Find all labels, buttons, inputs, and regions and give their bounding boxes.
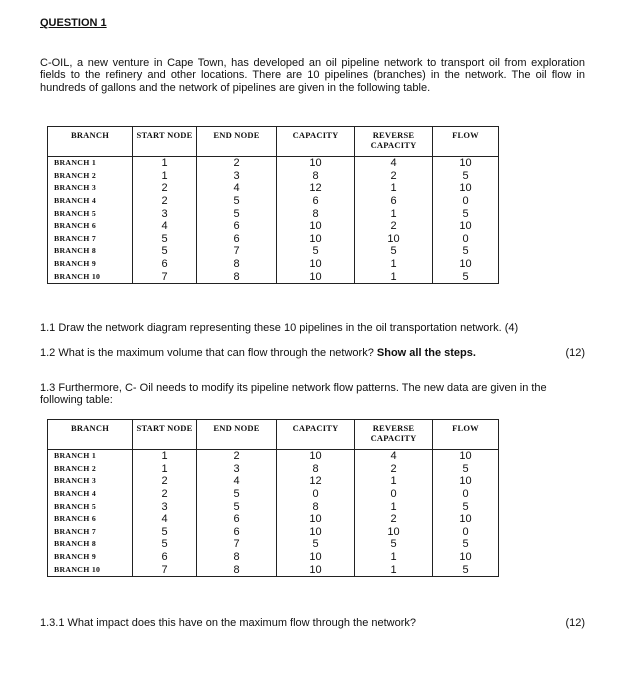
cell-flow: 10 [433, 450, 499, 463]
col-header-reverse-capacity: REVERSE CAPACITY [355, 420, 433, 450]
cell-start-node: 3 [133, 500, 197, 513]
table-row [48, 258, 499, 271]
table-row [48, 157, 499, 170]
cell-reverse-capacity: 1 [355, 258, 433, 271]
cell-reverse-capacity: 5 [355, 245, 433, 258]
cell-capacity: 12 [277, 182, 355, 195]
cell-start-node: 4 [133, 513, 197, 526]
cell-flow: 0 [433, 233, 499, 246]
cell-capacity: 6 [277, 195, 355, 208]
cell-flow: 0 [433, 195, 499, 208]
cell-flow: 0 [433, 526, 499, 539]
table-row [48, 450, 499, 463]
question-1-2 [40, 347, 585, 359]
cell-start-node: 1 [133, 170, 197, 183]
cell-flow: 5 [433, 463, 499, 476]
cell-capacity: 0 [277, 488, 355, 501]
cell-end-node: 2 [197, 450, 277, 463]
cell-branch: BRANCH 8 [48, 245, 133, 258]
cell-flow: 10 [433, 220, 499, 233]
cell-capacity: 10 [277, 551, 355, 564]
table-row [48, 463, 499, 476]
cell-end-node: 4 [197, 182, 277, 195]
table-row [48, 538, 499, 551]
cell-capacity: 10 [277, 220, 355, 233]
cell-branch: BRANCH 9 [48, 551, 133, 564]
cell-branch: BRANCH 4 [48, 488, 133, 501]
table-row [48, 475, 499, 488]
table-header-row [48, 127, 499, 157]
cell-flow: 10 [433, 513, 499, 526]
cell-capacity: 8 [277, 500, 355, 513]
cell-end-node: 8 [197, 258, 277, 271]
cell-flow: 5 [433, 170, 499, 183]
cell-capacity: 10 [277, 563, 355, 576]
cell-flow: 5 [433, 245, 499, 258]
cell-start-node: 4 [133, 220, 197, 233]
cell-flow: 5 [433, 207, 499, 220]
cell-flow: 5 [433, 538, 499, 551]
cell-reverse-capacity: 0 [355, 488, 433, 501]
cell-branch: BRANCH 5 [48, 500, 133, 513]
cell-end-node: 5 [197, 195, 277, 208]
cell-flow: 5 [433, 563, 499, 576]
cell-flow: 10 [433, 258, 499, 271]
table-row [48, 526, 499, 539]
col-header-branch: BRANCH [48, 420, 133, 450]
cell-end-node: 4 [197, 475, 277, 488]
cell-branch: BRANCH 1 [48, 157, 133, 170]
table-row [48, 207, 499, 220]
question-1-1-marks: (4) [504, 322, 519, 334]
cell-end-node: 7 [197, 245, 277, 258]
intro-paragraph: C-OIL, a new venture in Cape Town, has developed an oil pipeline network to transport oil from exploration fields to the refinery and other locations. There are 10 pipelines (branches) in the network. The oil flow in hundreds of gallons and the network of pipelines are given in the following table. [40, 57, 585, 94]
cell-start-node: 2 [133, 182, 197, 195]
cell-start-node: 5 [133, 233, 197, 246]
pipeline-table-2 [47, 419, 499, 577]
question-1-3-1-marks: (12) [565, 617, 585, 629]
col-header-capacity: CAPACITY [277, 420, 355, 450]
cell-branch: BRANCH 6 [48, 220, 133, 233]
cell-branch: BRANCH 10 [48, 563, 133, 576]
table-row [48, 513, 499, 526]
question-1-3: 1.3 Furthermore, C- Oil needs to modify its pipeline network flow patterns. The new data are given in the following table: [40, 382, 547, 407]
col-header-end-node: END NODE [197, 420, 277, 450]
cell-branch: BRANCH 3 [48, 475, 133, 488]
cell-branch: BRANCH 1 [48, 450, 133, 463]
cell-start-node: 1 [133, 157, 197, 170]
cell-branch: BRANCH 3 [48, 182, 133, 195]
table-header-row [48, 420, 499, 450]
cell-capacity: 8 [277, 170, 355, 183]
table-row [48, 195, 499, 208]
cell-end-node: 5 [197, 207, 277, 220]
cell-branch: BRANCH 7 [48, 526, 133, 539]
cell-reverse-capacity: 2 [355, 220, 433, 233]
cell-start-node: 1 [133, 463, 197, 476]
cell-start-node: 3 [133, 207, 197, 220]
cell-end-node: 3 [197, 170, 277, 183]
cell-capacity: 8 [277, 463, 355, 476]
col-header-capacity: CAPACITY [277, 127, 355, 157]
cell-reverse-capacity: 1 [355, 270, 433, 283]
cell-branch: BRANCH 6 [48, 513, 133, 526]
cell-flow: 10 [433, 475, 499, 488]
col-header-branch: BRANCH [48, 127, 133, 157]
cell-end-node: 6 [197, 233, 277, 246]
table-row [48, 500, 499, 513]
cell-reverse-capacity: 1 [355, 551, 433, 564]
cell-capacity: 10 [277, 233, 355, 246]
cell-branch: BRANCH 9 [48, 258, 133, 271]
cell-end-node: 6 [197, 513, 277, 526]
cell-capacity: 10 [277, 450, 355, 463]
cell-end-node: 5 [197, 488, 277, 501]
cell-start-node: 1 [133, 450, 197, 463]
cell-capacity: 5 [277, 245, 355, 258]
pipeline-table-1 [47, 126, 499, 284]
cell-reverse-capacity: 1 [355, 563, 433, 576]
cell-start-node: 2 [133, 475, 197, 488]
cell-flow: 10 [433, 157, 499, 170]
table-row [48, 245, 499, 258]
cell-flow: 5 [433, 270, 499, 283]
question-1-1 [40, 322, 585, 334]
cell-end-node: 5 [197, 500, 277, 513]
cell-reverse-capacity: 2 [355, 463, 433, 476]
cell-end-node: 2 [197, 157, 277, 170]
cell-capacity: 10 [277, 513, 355, 526]
question-1-3-1 [40, 617, 585, 629]
cell-capacity: 10 [277, 157, 355, 170]
cell-end-node: 8 [197, 270, 277, 283]
cell-end-node: 8 [197, 563, 277, 576]
cell-branch: BRANCH 10 [48, 270, 133, 283]
cell-reverse-capacity: 1 [355, 475, 433, 488]
cell-start-node: 7 [133, 563, 197, 576]
col-header-reverse-capacity: REVERSE CAPACITY [355, 127, 433, 157]
table-row [48, 563, 499, 576]
cell-reverse-capacity: 1 [355, 182, 433, 195]
cell-capacity: 10 [277, 270, 355, 283]
cell-end-node: 6 [197, 526, 277, 539]
cell-reverse-capacity: 5 [355, 538, 433, 551]
cell-reverse-capacity: 10 [355, 233, 433, 246]
question-1-3-1-text: 1.3.1 What impact does this have on the maximum flow through the network? [40, 617, 417, 629]
cell-start-node: 2 [133, 488, 197, 501]
cell-branch: BRANCH 4 [48, 195, 133, 208]
cell-flow: 5 [433, 500, 499, 513]
cell-capacity: 10 [277, 258, 355, 271]
cell-reverse-capacity: 1 [355, 500, 433, 513]
cell-start-node: 6 [133, 551, 197, 564]
cell-end-node: 7 [197, 538, 277, 551]
cell-branch: BRANCH 8 [48, 538, 133, 551]
col-header-end-node: END NODE [197, 127, 277, 157]
table-row [48, 170, 499, 183]
cell-start-node: 7 [133, 270, 197, 283]
cell-branch: BRANCH 2 [48, 170, 133, 183]
cell-reverse-capacity: 2 [355, 170, 433, 183]
cell-reverse-capacity: 4 [355, 450, 433, 463]
cell-capacity: 10 [277, 526, 355, 539]
cell-end-node: 3 [197, 463, 277, 476]
table-row [48, 551, 499, 564]
cell-start-node: 5 [133, 245, 197, 258]
cell-branch: BRANCH 5 [48, 207, 133, 220]
table-row [48, 488, 499, 501]
cell-flow: 0 [433, 488, 499, 501]
table-row [48, 233, 499, 246]
col-header-flow: FLOW [433, 420, 499, 450]
table-row [48, 220, 499, 233]
cell-reverse-capacity: 1 [355, 207, 433, 220]
cell-start-node: 2 [133, 195, 197, 208]
cell-flow: 10 [433, 551, 499, 564]
cell-reverse-capacity: 4 [355, 157, 433, 170]
table-row [48, 182, 499, 195]
cell-capacity: 12 [277, 475, 355, 488]
col-header-start-node: START NODE [133, 420, 197, 450]
cell-branch: BRANCH 7 [48, 233, 133, 246]
col-header-flow: FLOW [433, 127, 499, 157]
cell-start-node: 5 [133, 526, 197, 539]
cell-start-node: 5 [133, 538, 197, 551]
cell-capacity: 8 [277, 207, 355, 220]
cell-reverse-capacity: 2 [355, 513, 433, 526]
question-heading: QUESTION 1 [40, 17, 107, 29]
question-1-2-text: 1.2 What is the maximum volume that can flow through the network? [40, 347, 374, 359]
cell-start-node: 6 [133, 258, 197, 271]
cell-reverse-capacity: 6 [355, 195, 433, 208]
question-1-2-marks: (12) [565, 347, 585, 359]
cell-reverse-capacity: 10 [355, 526, 433, 539]
cell-end-node: 8 [197, 551, 277, 564]
table-row [48, 270, 499, 283]
question-1-2-bold-instruction: Show all the steps. [376, 347, 476, 359]
question-1-1-text: 1.1 Draw the network diagram representing these 10 pipelines in the oil transportation network. [40, 322, 502, 334]
cell-end-node: 6 [197, 220, 277, 233]
cell-capacity: 5 [277, 538, 355, 551]
cell-branch: BRANCH 2 [48, 463, 133, 476]
cell-flow: 10 [433, 182, 499, 195]
col-header-start-node: START NODE [133, 127, 197, 157]
